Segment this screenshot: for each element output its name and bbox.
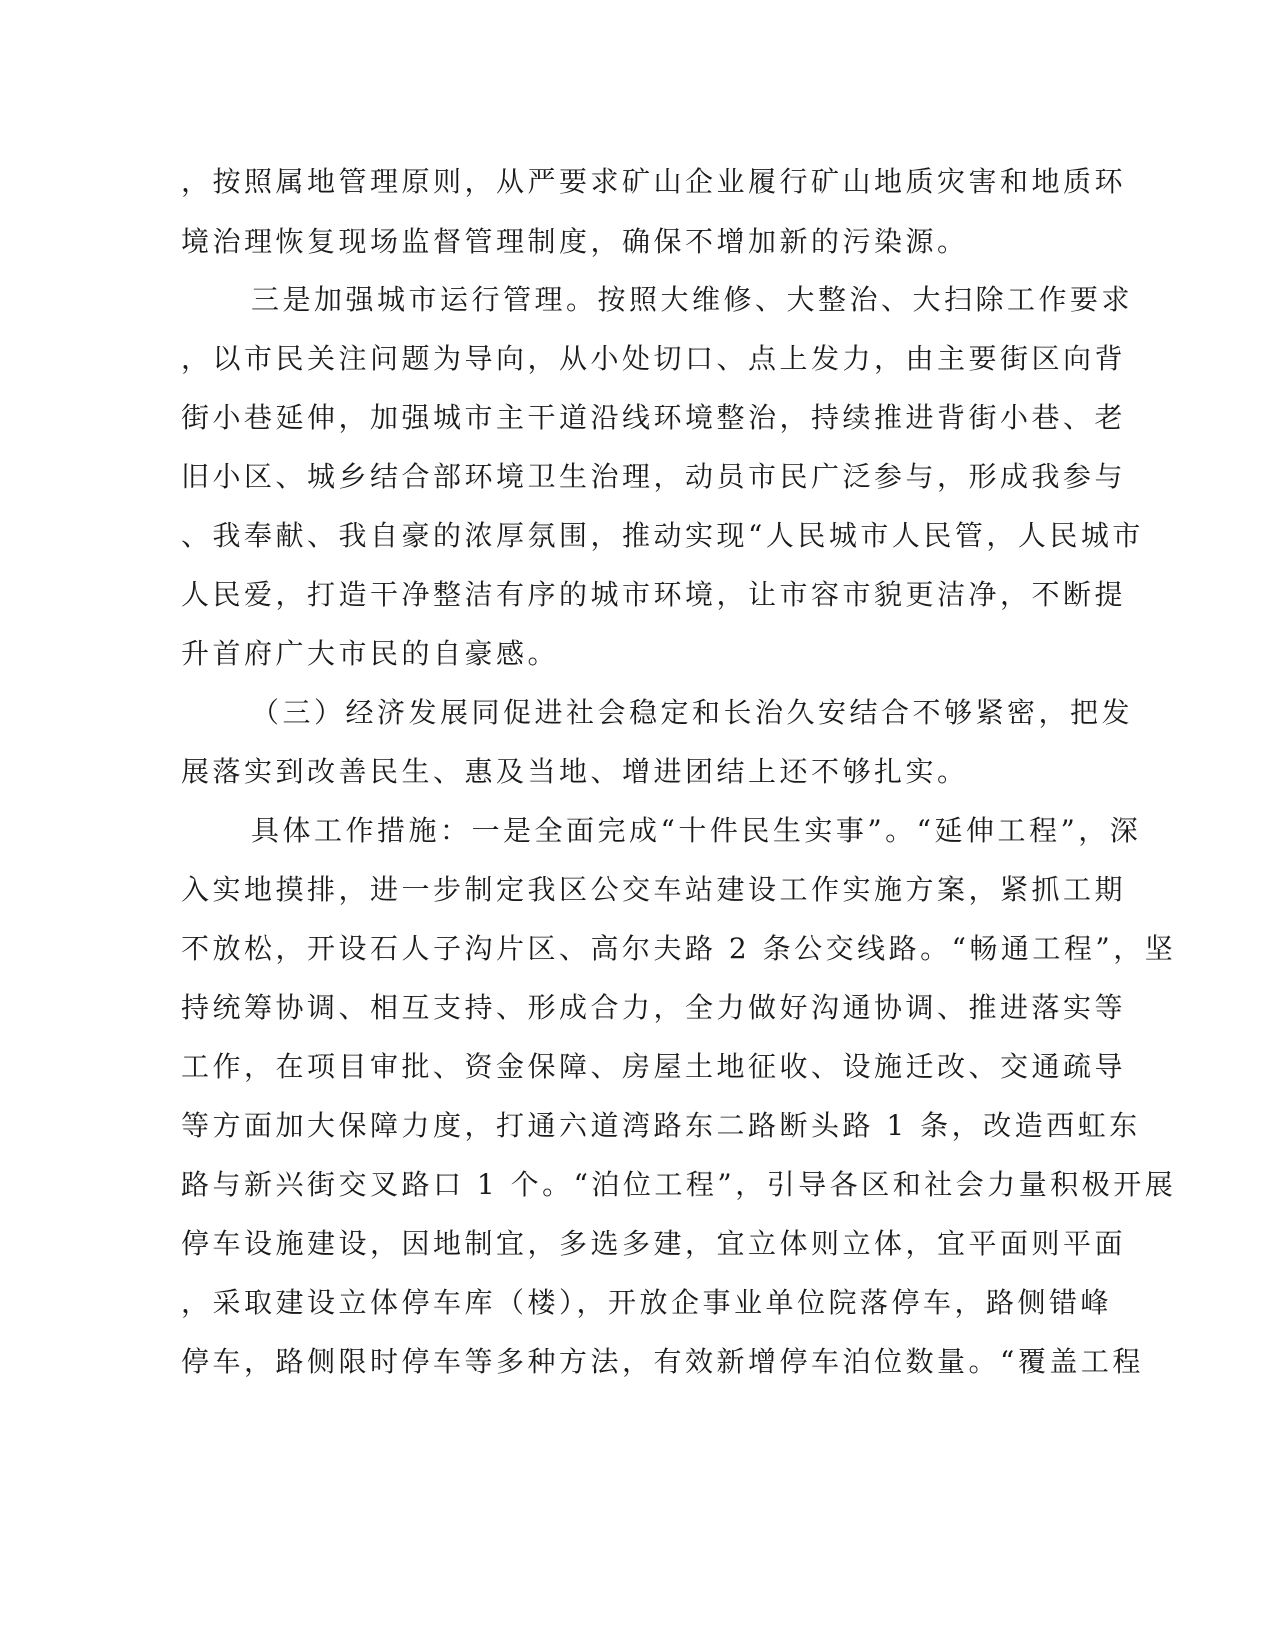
text-line: 旧小区、城乡结合部环境卫生治理，动员市民广泛参与，形成我参与 [181, 460, 1127, 493]
text-line: 入实地摸排，进一步制定我区公交车站建设工作实施方案，紧抓工期 [181, 873, 1127, 906]
text-line: ，以市民关注问题为导向，从小处切口、点上发力，由主要街区向背 [181, 342, 1127, 375]
text-line: 具体工作措施：一是全面完成“十件民生实事”。“延伸工程”，深 [251, 814, 1142, 847]
text-line: 三是加强城市运行管理。按照大维修、大整治、大扫除工作要求 [251, 283, 1134, 316]
text-line: 工作，在项目审批、资金保障、房屋土地征收、设施迁改、交通疏导 [181, 1050, 1127, 1083]
text-line: 街小巷延伸，加强城市主干道沿线环境整治，持续推进背街小巷、老 [181, 401, 1127, 434]
text-line: 、我奉献、我自豪的浓厚氛围，推动实现“人民城市人民管，人民城市 [181, 519, 1144, 552]
text-line: 停车设施建设，因地制宜，多选多建，宜立体则立体，宜平面则平面 [181, 1227, 1127, 1260]
text-line: 持统筹协调、相互支持、形成合力，全力做好沟通协调、推进落实等 [181, 991, 1127, 1024]
text-line: ，按照属地管理原则，从严要求矿山企业履行矿山地质灾害和地质环 [181, 165, 1127, 198]
text-line: 升首府广大市民的自豪感。 [181, 637, 560, 670]
text-line: 人民爱，打造干净整洁有序的城市环境，让市容市貌更洁净，不断提 [181, 578, 1127, 611]
text-line: 路与新兴街交叉路口 1 个。“泊位工程”，引导各区和社会力量积极开展 [181, 1168, 1177, 1201]
text-line: （三）经济发展同促进社会稳定和长治久安结合不够紧密，把发 [251, 696, 1134, 729]
text-line: 展落实到改善民生、惠及当地、增进团结上还不够扎实。 [181, 755, 969, 788]
text-line: ，采取建设立体停车库（楼），开放企事业单位院落停车，路侧错峰 [181, 1286, 1113, 1319]
text-line: 不放松，开设石人子沟片区、高尔夫路 2 条公交线路。“畅通工程”，坚 [181, 932, 1177, 965]
text-line: 等方面加大保障力度，打通六道湾路东二路断头路 1 条，改造西虹东 [181, 1109, 1141, 1142]
text-line: 境治理恢复现场监督管理制度，确保不增加新的污染源。 [181, 225, 969, 258]
text-line: 停车，路侧限时停车等多种方法，有效新增停车泊位数量。“覆盖工程 [181, 1345, 1144, 1378]
